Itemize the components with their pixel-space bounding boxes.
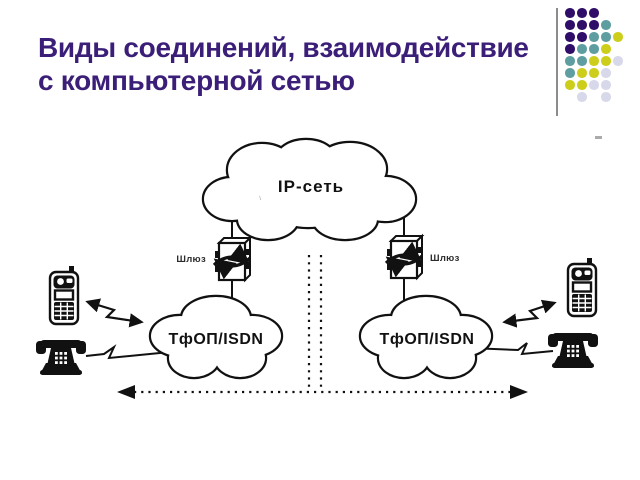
wireless-link-right-arrow xyxy=(505,303,554,322)
span-arrowhead-left xyxy=(117,385,135,399)
mobile-phone-left-icon xyxy=(50,266,78,324)
pstn-cloud-left xyxy=(151,297,281,377)
pstn-cloud-left-label: ТфОП/ISDN xyxy=(168,331,264,348)
page-title-line-1: Виды соединений, взаимодействие xyxy=(38,32,529,63)
gateway-right-label: Шлюз xyxy=(430,253,460,264)
mobile-phone-right-icon xyxy=(568,258,596,316)
page-title-line-2: с компьютерной сетью xyxy=(38,65,355,96)
gateway-left xyxy=(176,238,250,280)
ip-cloud-label: IP-сеть xyxy=(277,177,345,196)
pstn-cloud-right-label: ТфОП/ISDN xyxy=(379,331,475,348)
span-arrowhead-right xyxy=(510,385,528,399)
ip-network-cloud xyxy=(204,140,415,239)
pstn-cloud-right xyxy=(361,297,491,377)
gateway-right xyxy=(386,236,460,278)
desk-phone-right-icon xyxy=(548,333,598,368)
gateway-left-label: Шлюз xyxy=(176,254,206,265)
desk-phone-left-icon xyxy=(36,340,86,375)
wireless-link-left-arrow xyxy=(88,302,141,322)
